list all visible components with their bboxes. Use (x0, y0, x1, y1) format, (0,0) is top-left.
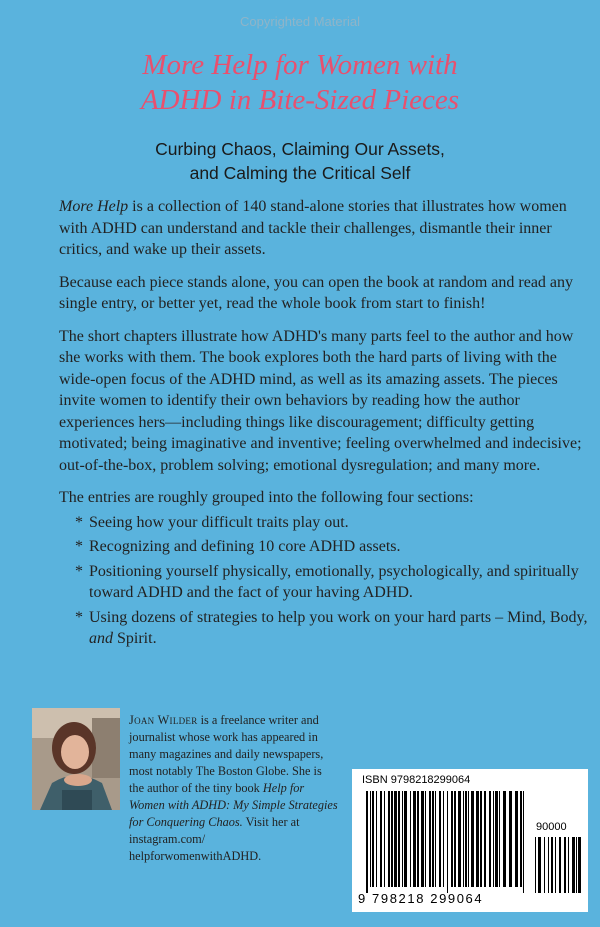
author-bio (129, 712, 339, 865)
author-name: Joan Wilder (129, 713, 198, 727)
list-item (77, 536, 591, 558)
paragraph-sections-intro: The entries are roughly grouped into the following four sections: (59, 489, 474, 506)
intro-text: is a collection of 140 stand-alone stories that illustrates how women with ADHD can understand and tackle their challenges, dismantle their inner critics, and wake up their assets. (59, 198, 567, 258)
previous-book-title: Help for Women with ADHD: My Simple Strategies for Conquering Chaos. (129, 781, 338, 829)
list-item (77, 512, 591, 534)
sections-list (59, 512, 591, 650)
bullet-star-icon: * (75, 513, 83, 531)
paragraph-chapters: The short chapters illustrate how ADHD's many parts feel to the author and how she works with them. The book explores both the hard parts of living with the wide-open focus of the ADHD mind, as well as its amazing assets. The pieces invite women to identify their own behaviors by reading how the author experiences hers—including things like discouragement; difficulty getting motivated; being imaginative and inventive; feeling overwhelmed and indecisive; out-of-the-box, problem solving; emotional dysregulation; and many more. (59, 327, 582, 474)
list-item-text: Recognizing and defining 10 core ADHD assets. (89, 538, 401, 555)
copyright-watermark: Copyrighted Material (240, 14, 360, 29)
bullet-star-icon: * (75, 538, 83, 555)
list-item-text: Using dozens of strategies to help you work on your hard parts – Mind, Body, (89, 608, 588, 626)
book-short-title: More Help (59, 198, 129, 215)
subtitle-line-1: Curbing Chaos, Claiming Our Assets, (155, 139, 445, 159)
bullet-star-icon: * (75, 562, 83, 580)
list-item-text-end: Spirit. (113, 630, 157, 647)
barcode-digits: 9 798218 299064 (358, 891, 484, 906)
list-item-text: Positioning yourself physically, emotionally, psychologically, and spiritually toward ADHD and the fact of your having ADHD. (89, 562, 579, 601)
author-photo (32, 708, 120, 810)
book-title (0, 48, 600, 118)
list-item (77, 607, 591, 650)
book-subtitle (0, 137, 600, 185)
list-item-text: Seeing how your difficult traits play out. (89, 513, 349, 531)
isbn-label: ISBN 9798218299064 (362, 774, 471, 786)
paragraph-intro (59, 196, 591, 261)
subtitle-line-2: and Calming the Critical Self (189, 163, 411, 183)
author-portrait-icon (32, 708, 120, 810)
list-item (77, 561, 591, 604)
bio-text-2: Visit her at instagram.com/ helpforwomenwithADHD. (129, 815, 300, 863)
list-item-emphasis: and (89, 630, 113, 647)
paragraph-random-access: Because each piece stands alone, you can open the book at random and read any single entry, or better yet, read the whole book from start to finish! (59, 273, 574, 312)
bullet-star-icon: * (75, 608, 83, 626)
title-line-2: ADHD in Bite-Sized Pieces (140, 84, 460, 116)
price-code: 90000 (536, 821, 567, 833)
description (59, 196, 591, 653)
bio-text-1: is a freelance writer and journalist whose work has appeared in many magazines and daily newspapers, most notably The Boston Globe. She is the author of the tiny book (129, 713, 324, 795)
barcode-panel (352, 769, 588, 912)
title-line-1: More Help for Women with (142, 49, 458, 81)
